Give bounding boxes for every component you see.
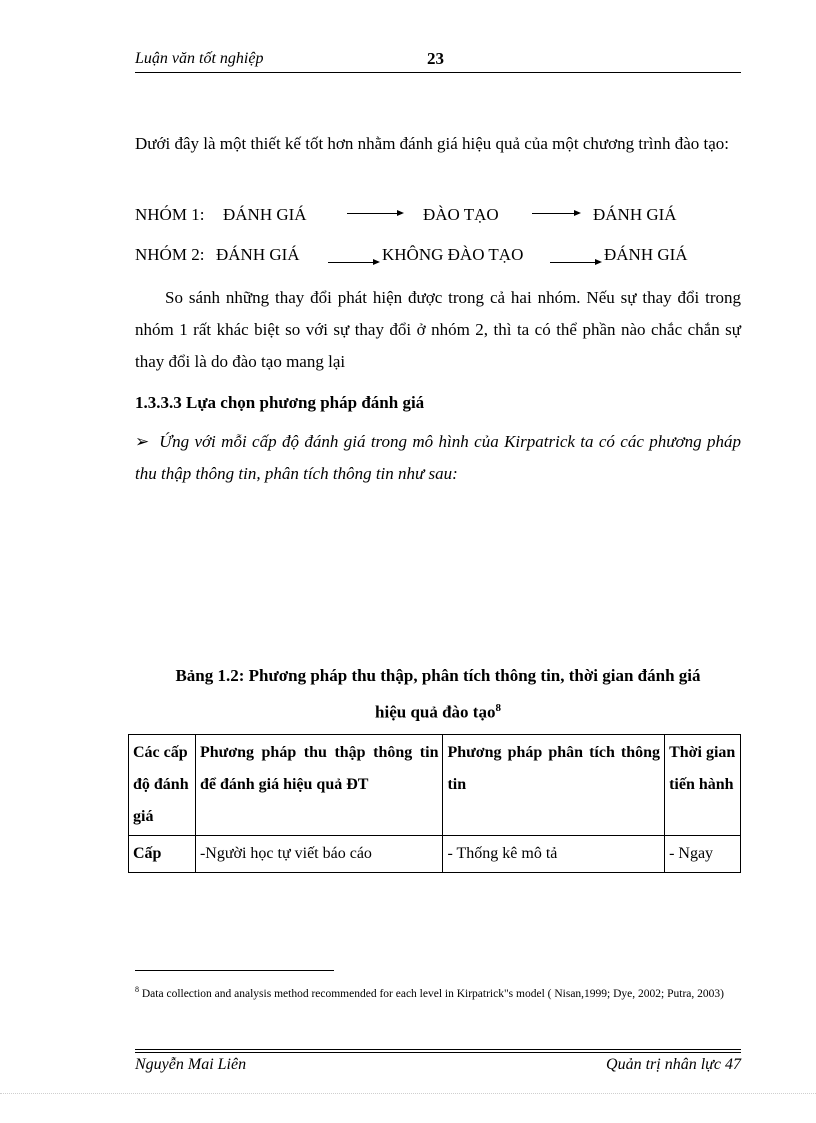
footer-author: Nguyễn Mai Liên — [135, 1056, 247, 1073]
footnote-ref: 8 — [495, 702, 501, 714]
methods-table — [128, 734, 741, 873]
group2-flow — [135, 245, 741, 269]
table-caption-line1: Bảng 1.2: Phương pháp thu thập, phân tích thông tin, thời gian đánh giá — [175, 666, 701, 685]
group1-step3: ĐÁNH GIÁ — [593, 205, 677, 224]
arrow-icon — [532, 213, 579, 214]
group2-label: NHÓM 2: — [135, 245, 205, 264]
group2-step3: ĐÁNH GIÁ — [604, 245, 688, 264]
table-caption-line2 — [135, 692, 741, 729]
page-edge-dots — [0, 1093, 816, 1094]
bullet-paragraph — [135, 426, 741, 490]
group2-step2: KHÔNG ĐÀO TẠO — [382, 245, 524, 264]
footer-rule — [135, 1049, 741, 1050]
arrow-icon — [550, 262, 600, 263]
footnote-rule — [135, 970, 334, 971]
footnote — [135, 980, 741, 1004]
section-heading: 1.3.3.3 Lựa chọn phương pháp đánh giá — [135, 393, 425, 412]
header-rule — [135, 72, 741, 73]
footnote-number: 8 — [135, 985, 139, 994]
header-cell: Phương pháp thu thập thông tin để đánh giá hiệu quả ĐT — [195, 735, 443, 836]
table-cell: -Người học tự viết báo cáo — [195, 836, 443, 873]
arrow-icon — [328, 262, 378, 263]
group1-label: NHÓM 1: — [135, 205, 205, 224]
bullet-arrow-icon: ➢ — [135, 432, 150, 451]
footer-rule — [135, 1052, 741, 1053]
page-number: 23 — [427, 49, 444, 68]
footnote-text: Data collection and analysis method recommended for each level in Kirpatrick"s model ( Nisan,1999; Dye, 2002; Putra, 2003) — [141, 987, 724, 1000]
group1-flow — [135, 205, 741, 229]
header-cell: Phương pháp phân tích thông tin — [443, 735, 665, 836]
arrow-icon — [347, 213, 402, 214]
table-caption — [135, 660, 741, 729]
table-cell: Cấp — [129, 836, 196, 873]
group1-step2: ĐÀO TẠO — [423, 205, 499, 224]
table-caption-line2-text: hiệu quả đào tạo — [375, 702, 496, 722]
bullet-text: Ứng với mỗi cấp độ đánh giá trong mô hình của Kirpatrick ta có các phương pháp thu thập thông tin, phân tích thông tin như sau: — [135, 432, 741, 483]
header-cell: Thời gian tiến hành — [665, 735, 741, 836]
header-cell: Các cấp độ đánh giá — [129, 735, 196, 836]
footer-class: Quản trị nhân lực 47 — [606, 1056, 741, 1073]
table-row — [129, 836, 741, 873]
comparison-paragraph: So sánh những thay đổi phát hiện được trong cả hai nhóm. Nếu sự thay đổi trong nhóm 1 rất khác biệt so với sự thay đổi ở nhóm 2, thì ta có thể phần nào chắc chắn sự thay đổi là do đào tạo mang lại — [135, 288, 741, 371]
intro-paragraph: Dưới đây là một thiết kế tốt hơn nhằm đánh giá hiệu quả của một chương trình đào tạo: — [135, 134, 729, 153]
table-header-row — [129, 735, 741, 836]
group2-step1: ĐÁNH GIÁ — [216, 245, 300, 264]
table-cell: - Thống kê mô tả — [443, 836, 665, 873]
group1-step1: ĐÁNH GIÁ — [223, 205, 307, 224]
header-title: Luận văn tốt nghiệp — [135, 50, 264, 67]
table-cell: - Ngay — [665, 836, 741, 873]
